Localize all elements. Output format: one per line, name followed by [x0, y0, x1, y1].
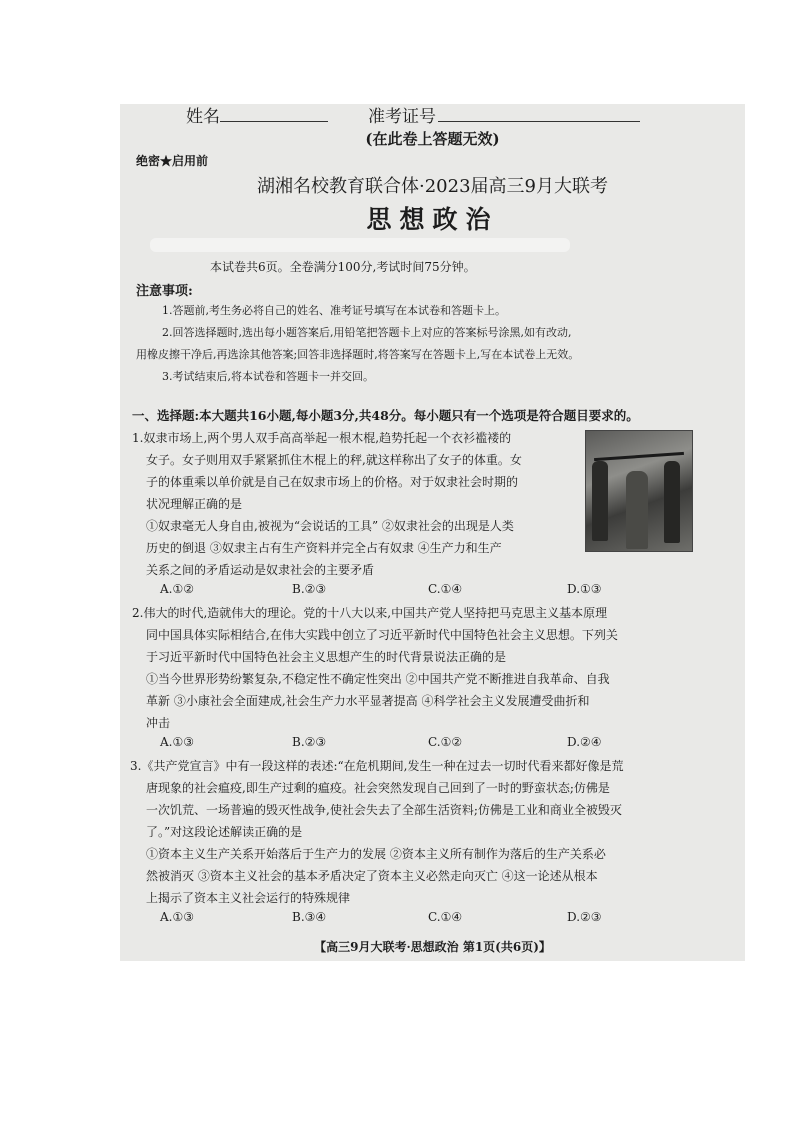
q3-line: 了。”对这段论述解读正确的是	[146, 825, 303, 839]
subject-title: 思想政治	[366, 205, 499, 234]
q1-line: 历史的倒退 ③奴隶主占有生产资料并完全占有奴隶 ④生产力和生产	[146, 541, 502, 555]
note-line: 2.回答选择题时,选出每小题答案后,用铅笔把答题卡上对应的答案标号涂黑,如有改动,	[162, 326, 572, 339]
q3-option: A.①③	[160, 910, 194, 924]
q3-option: B.③④	[292, 910, 327, 924]
note-line: 1.答题前,考生务必将自己的姓名、准考证号填写在本试卷和答题卡上。	[162, 304, 506, 317]
q1-option: B.②③	[292, 582, 327, 596]
q2-option: A.①③	[160, 735, 194, 749]
q1-option: C.①④	[428, 582, 463, 596]
q3-option: D.②③	[567, 910, 602, 924]
q1-line: 女子。女子则用双手紧紧抓住木棍上的秤,就这样称出了女子的体重。女	[146, 453, 522, 467]
exam-id-blank	[438, 121, 640, 122]
notes-heading: 注意事项:	[136, 284, 193, 299]
page-footer: 【高三9月大联考·思想政治 第1页(共6页)】	[314, 940, 551, 954]
q1-option: D.①③	[567, 582, 602, 596]
q1-line: ①奴隶毫无人身自由,被视为“会说话的工具” ②奴隶社会的出现是人类	[146, 519, 514, 533]
exam-intro: 本试卷共6页。全卷满分100分,考试时间75分钟。	[210, 260, 476, 274]
secret-mark: 绝密★启用前	[136, 154, 209, 168]
q1-line: 状况理解正确的是	[146, 497, 243, 511]
note-line: 3.考试结束后,将本试卷和答题卡一并交回。	[162, 370, 374, 383]
invalid-notice: (在此卷上答题无效)	[365, 130, 500, 148]
q3-line: ①资本主义生产关系开始落后于生产力的发展 ②资本主义所有制作为落后的生产关系必	[146, 847, 606, 861]
section-heading: 一、选择题:本大题共16小题,每小题3分,共48分。每小题只有一个选项是符合题目要求的。	[132, 408, 639, 423]
q3-line: 然被消灭 ③资本主义社会的基本矛盾决定了资本主义必然走向灭亡 ④这一论述从根本	[146, 869, 598, 883]
q3-line: 上揭示了资本主义社会运行的特殊规律	[146, 891, 351, 905]
q2-line: 革新 ③小康社会全面建成,社会生产力水平显著提高 ④科学社会主义发展遭受曲折和	[146, 694, 590, 708]
q2-line: 同中国具体实际相结合,在伟大实践中创立了习近平新时代中国特色社会主义思想。下列关	[146, 628, 618, 642]
q2-option: B.②③	[292, 735, 327, 749]
q2-line: 2.伟大的时代,造就伟大的理论。党的十八大以来,中国共产党人坚持把马克思主义基本原理	[132, 606, 608, 620]
q2-line: 冲击	[146, 716, 171, 730]
q3-line: 3.《共产党宣言》中有一段这样的表述:“在危机期间,发生一种在过去一切时代看来都好像是荒	[130, 759, 624, 773]
q2-option: C.①②	[428, 735, 463, 749]
blurred-strip	[150, 238, 570, 252]
q3-line: 唐现象的社会瘟疫,即生产过剩的瘟疫。社会突然发现自己回到了一时的野蛮状态;仿佛是	[146, 781, 610, 795]
q2-line: 于习近平新时代中国特色社会主义思想产生的时代背景说法正确的是	[146, 650, 507, 664]
q1-line: 子的体重乘以单价就是自己在奴隶市场上的价格。对于奴隶社会时期的	[146, 475, 519, 489]
q3-line: 一次饥荒、一场普遍的毁灭性战争,使社会失去了全部生活资料;仿佛是工业和商业全被毁灭	[146, 803, 622, 817]
slave-market-photo	[585, 430, 693, 552]
q3-option: C.①④	[428, 910, 463, 924]
exam-title: 湖湘名校教育联合体·2023届高三9月大联考	[257, 176, 608, 197]
q2-option: D.②④	[567, 735, 602, 749]
q1-option: A.①②	[160, 582, 194, 596]
q2-line: ①当今世界形势纷繁复杂,不稳定性不确定性突出 ②中国共产党不断推进自我革命、自我	[146, 672, 610, 686]
note-line: 用橡皮擦干净后,再选涂其他答案;回答非选择题时,将答案写在答题卡上,写在本试卷上无效。	[136, 348, 580, 361]
q1-line: 1.奴隶市场上,两个男人双手高高举起一根木棍,趋势托起一个衣衫褴褛的	[132, 431, 512, 445]
name-blank	[220, 121, 328, 122]
exam-id-label: 准考证号	[368, 107, 436, 127]
q1-line: 关系之间的矛盾运动是奴隶社会的主要矛盾	[146, 563, 375, 577]
exam-paper	[120, 104, 745, 961]
name-label: 姓名	[186, 107, 220, 127]
